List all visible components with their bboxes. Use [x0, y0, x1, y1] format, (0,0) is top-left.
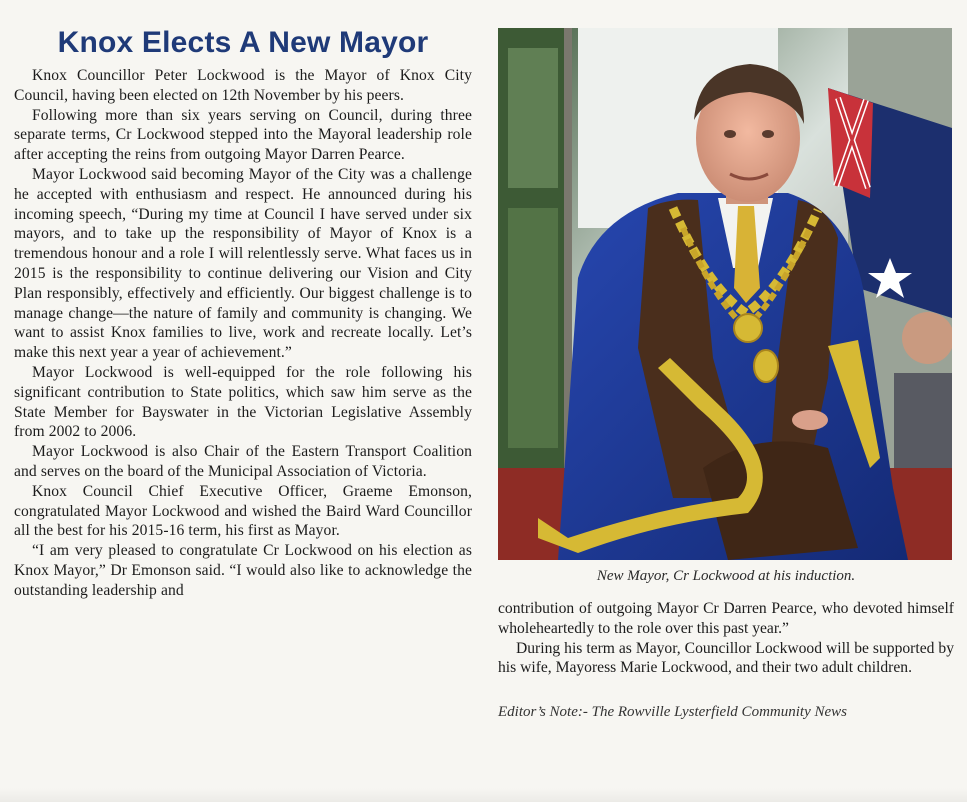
article-paragraph: Knox Council Chief Executive Officer, Graeme Emonson, congratulated Mayor Lockwood and wished the Baird Ward Councillor all the best for his 2015-16 term, his first as Mayor. [14, 482, 472, 540]
article-paragraph: During his term as Mayor, Councillor Lockwood will be supported by his wife, Mayoress Marie Lockwood, and their two adult children. [498, 639, 954, 677]
article-headline: Knox Elects A New Mayor [57, 26, 429, 59]
editor-note: Editor’s Note:- The Rowville Lysterfield Community News [498, 704, 847, 721]
article-paragraph: contribution of outgoing Mayor Cr Darren Pearce, who devoted himself wholeheartedly to the role over this past year.” [498, 600, 954, 637]
article-paragraph: Mayor Lockwood said becoming Mayor of the City was a challenge he accepted with enthusiasm and respect. He announced during his incoming speech, “During my time at Council I have served under six mayors, and to take up the responsibility of Mayor of Knox is a tremendous honour and a role I will relentlessly serve. What faces us in 2015 is the responsibility to continue delivering our Vision and City Plan responsibly, effectively and efficiently. Our biggest challenge is to manage change—the nature of family and community is changing. We want to assist Knox families to live, work and recreate locally. Let’s make this next year a year of achievement.” [14, 165, 472, 362]
article-paragraph: Knox Councillor Peter Lockwood is the Mayor of Knox City Council, having been elected on 12th November by his peers. [14, 67, 472, 104]
mayor-photo [498, 28, 952, 560]
page-bottom-edge [0, 788, 967, 802]
article-left-column [14, 26, 472, 601]
mayor-portrait-illustration [498, 28, 952, 560]
photo-caption: New Mayor, Cr Lockwood at his induction. [596, 568, 856, 584]
article-right-column [498, 28, 954, 721]
article-paragraph: Mayor Lockwood is also Chair of the Eastern Transport Coalition and serves on the board of the Municipal Association of Victoria. [14, 443, 472, 480]
article-paragraph: Following more than six years serving on Council, during three separate terms, Cr Lockwood stepped into the Mayoral leadership role after accepting the reins from outgoing Mayor Darren Pearce. [14, 106, 472, 164]
article-paragraph: Mayor Lockwood is well-equipped for the role following his significant contribution to State politics, which saw him serve as the State Member for Bayswater in the Victorian Legislative Assembly from 2002 to 2006. [14, 363, 472, 441]
article-paragraph: “I am very pleased to congratulate Cr Lockwood on his election as Knox Mayor,” Dr Emonson said. “I would also like to acknowledge the outstanding leadership and [14, 542, 472, 599]
